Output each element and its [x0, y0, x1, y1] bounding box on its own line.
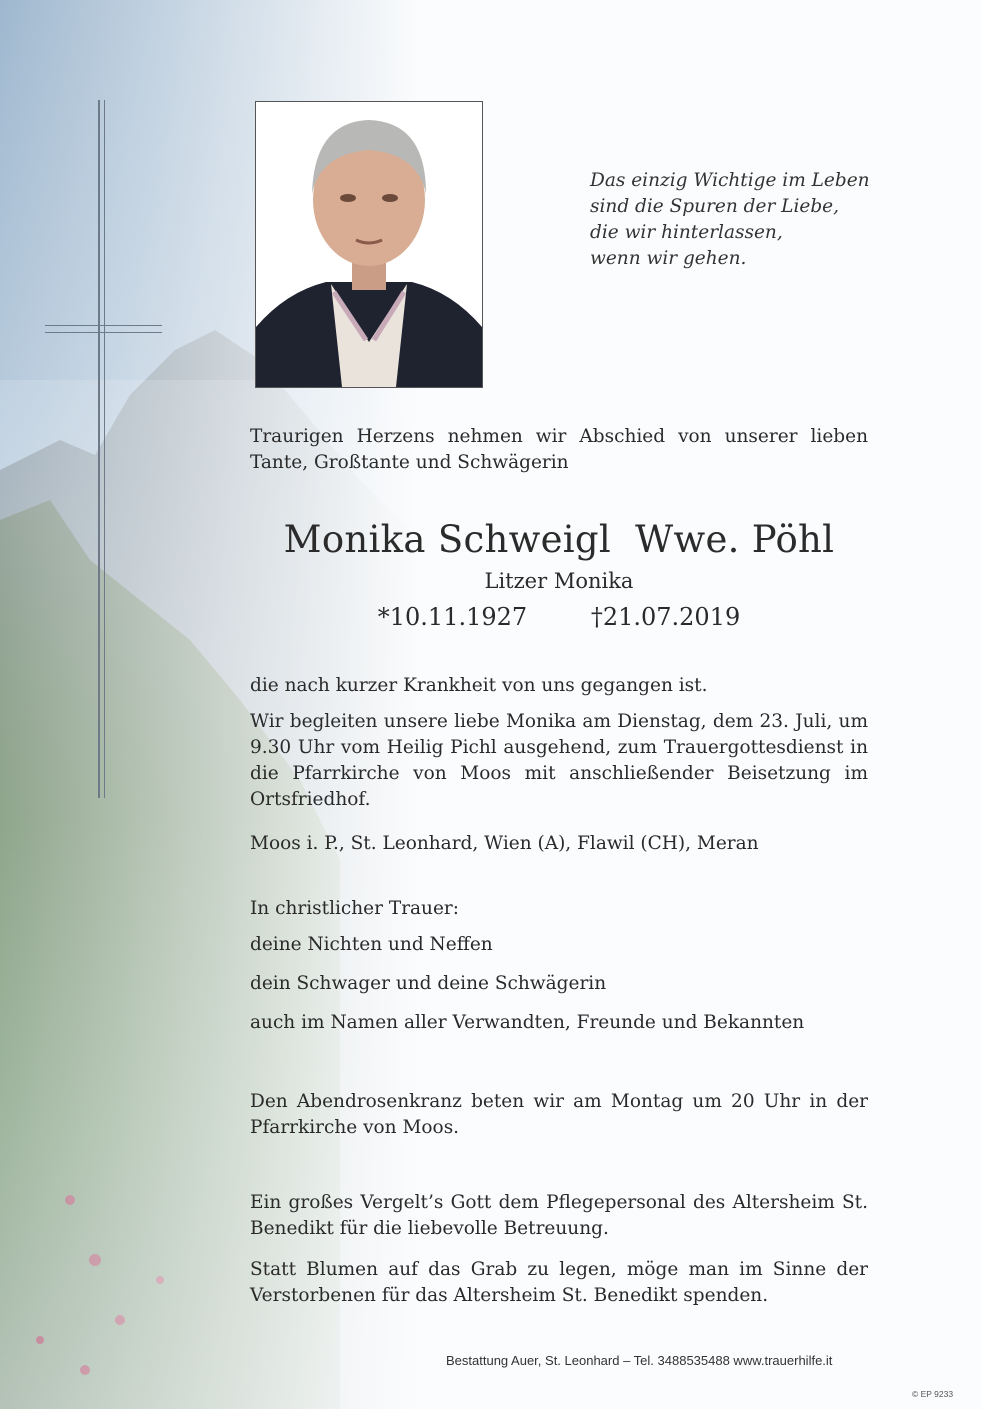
intro-line-2: Tante, Großtante und Schwägerin: [250, 452, 569, 473]
mourners-line-3: auch im Namen aller Verwandten, Freunde und Bekannten: [250, 1012, 805, 1033]
intro-line-1: Traurigen Herzens nehmen wir Abschied von unserer lieben: [250, 426, 868, 447]
death-date: †21.07.2019: [590, 603, 741, 631]
quote-line: Das einzig Wichtige im Leben: [590, 170, 870, 191]
life-dates: [250, 600, 868, 634]
funeral-text: Wir begleiten unsere liebe Monika am Dienstag, dem 23. Juli, um 9.30 Uhr vom Heilig Pichl ausgehend, zum Trauergottesdienst in die Pfarrkirche von Moos mit anschließender Beisetzung im Ortsfriedhof.: [250, 711, 868, 810]
rosary-text: Den Abendrosenkranz beten wir am Montag um 20 Uhr in der Pfarrkirche von Moos.: [250, 1091, 868, 1138]
quote-line: sind die Spuren der Liebe,: [590, 196, 839, 217]
quote-line: wenn wir gehen.: [590, 248, 747, 269]
footer-contact: Bestattung Auer, St. Leonhard – Tel. 3488535488 www.trauerhilfe.it: [446, 1353, 833, 1368]
mourners-heading: In christlicher Trauer:: [250, 898, 460, 919]
quote-line: die wir hinterlassen,: [590, 222, 783, 243]
portrait-photo: [255, 101, 483, 388]
document-code: © EP 9233: [912, 1389, 954, 1399]
mourners-line-2: dein Schwager und deine Schwägerin: [250, 973, 607, 994]
places-text: Moos i. P., St. Leonhard, Wien (A), Flawil (CH), Meran: [250, 833, 759, 854]
mourners-line-1: deine Nichten und Neffen: [250, 934, 493, 955]
donation-text: Statt Blumen auf das Grab zu legen, möge man im Sinne der Verstorbenen für das Altersheim St. Benedikt spenden.: [250, 1259, 868, 1306]
birth-date: *10.11.1927: [377, 603, 528, 631]
passed-text: die nach kurzer Krankheit von uns gegangen ist.: [250, 675, 708, 696]
deceased-name: Monika Schweigl Wwe. Pöhl: [283, 518, 835, 561]
thanks-text: Ein großes Vergelt’s Gott dem Pflegepersonal des Altersheim St. Benedikt für die liebevolle Betreuung.: [250, 1192, 868, 1239]
maiden-name: Litzer Monika: [484, 569, 634, 593]
memorial-quote: [590, 168, 920, 272]
